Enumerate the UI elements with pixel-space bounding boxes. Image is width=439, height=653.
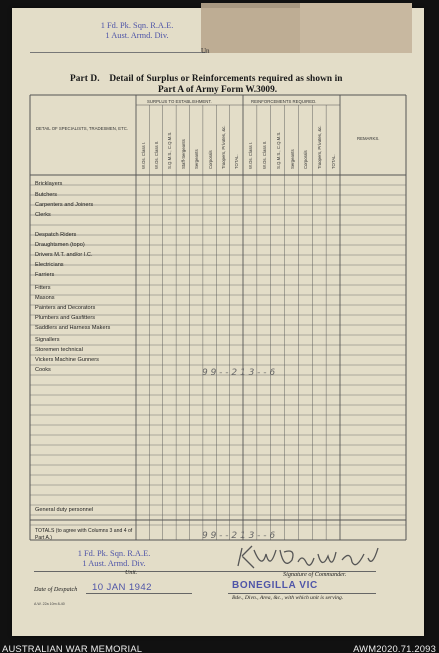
- trade-row-label: Electricians: [35, 262, 64, 268]
- surplus-header: SURPLUS TO ESTABLISHMENT.: [147, 99, 212, 104]
- unit-stamp-top: 1 Fd. Pk. Sqn. R.A.E. 1 Aust. Armd. Div.: [100, 21, 174, 40]
- trade-row-label: Drivers M.T. and/or I.C.: [35, 252, 93, 258]
- unit-line: [34, 571, 244, 572]
- handwritten-figures: 9 9 - - 2 1 3 - - 6: [202, 368, 276, 378]
- handwritten-totals: 9 9 - - 2 1 3 - - 6: [202, 531, 276, 541]
- remarks-header: REMARKS.: [357, 136, 380, 141]
- trade-row-label: Carpenters and Joiners: [35, 202, 94, 208]
- trade-row-label: Storemen technical: [35, 347, 83, 353]
- reinforcement-column-label: Sergeants: [289, 149, 295, 169]
- form-title-line2: Part A of Army Form W.3009.: [158, 85, 278, 95]
- surplus-column-label: S.Q.M.S., C.Q.M.S.: [167, 131, 173, 169]
- surplus-column-label: Troopers, Privates, &c.: [220, 125, 226, 169]
- reinforcement-column-label: W.Os. Class II.: [261, 140, 267, 169]
- trade-row-label: Draughtsmen (topo): [35, 242, 85, 248]
- trade-row-label: Despatch Riders: [35, 232, 77, 238]
- print-reference: A.W. 22a 10m 8-40: [34, 602, 65, 606]
- trade-row-label: Saddlers and Harness Makers: [35, 325, 111, 331]
- trade-row-label: Bricklayers: [35, 181, 63, 187]
- trade-row-label: Plumbers and Gasfitters: [35, 315, 96, 321]
- trade-row-label: Masons: [35, 295, 55, 301]
- archive-reference: AWM2020.71.2093: [353, 643, 436, 653]
- unit-label: Unit.: [125, 570, 138, 576]
- reinforcement-column-label: S.Q.M.S., C.Q.M.S.: [275, 131, 281, 169]
- detail-header: DETAIL OF SPECIALISTS, TRADESMEN, ETC.: [35, 126, 129, 131]
- surplus-column-label: Corporals: [207, 150, 213, 169]
- reinforcement-column-label: Corporals: [303, 150, 309, 169]
- form-title: Part D. Detail of Surplus or Reinforcements required as shown in: [70, 74, 343, 84]
- trade-row-label: Clerks: [35, 212, 51, 218]
- totals-label: TOTALS (to agree with Columns 3 and 4 of Part A.): [35, 528, 133, 541]
- date-line: [86, 593, 192, 594]
- commander-signature: [232, 540, 382, 574]
- trade-row-label: Fitters: [35, 285, 51, 291]
- trade-row-label: Vickers Machine Gunners: [35, 357, 99, 363]
- reinforcement-column-label: Troopers, Privates, &c.: [317, 125, 323, 169]
- reinforcement-column-label: W.Os. Class I.: [247, 141, 253, 169]
- surplus-column-label: Staff-Sergeants: [180, 139, 186, 169]
- trade-row-label: Butchers: [35, 192, 58, 198]
- archive-caption: AUSTRALIAN WAR MEMORIAL: [2, 643, 143, 653]
- surplus-column-label: W.Os. Class II.: [154, 140, 160, 169]
- signature-label: Signature of Commander.: [283, 571, 347, 578]
- formation-label: Bde., Divn., Area, &c., with which unit is serving.: [232, 595, 344, 601]
- trade-row-label: Farriers: [35, 272, 55, 278]
- trade-row-label: Cooks: [35, 367, 51, 373]
- reinforcement-column-label: TOTAL.: [331, 154, 337, 169]
- reinforcements-header: REINFORCEMENTS REQUIRED.: [251, 99, 317, 104]
- header-fragment: Un: [201, 47, 210, 55]
- general-duty-label: General duty personnel: [35, 507, 94, 513]
- location-stamp: BONEGILLA VIC: [232, 580, 318, 591]
- surplus-column-label: W.Os. Class I.: [140, 141, 146, 169]
- date-of-despatch-label: Date of Despatch: [34, 586, 78, 593]
- surplus-column-label: TOTAL.: [234, 154, 240, 169]
- trade-row-label: Signallers: [35, 337, 60, 343]
- location-line: [228, 593, 376, 594]
- surplus-column-label: Sergeants: [194, 149, 200, 169]
- date-stamp: 10 JAN 1942: [92, 582, 152, 593]
- trade-row-label: Painters and Decorators: [35, 305, 96, 311]
- unit-stamp-bottom: 1 Fd. Pk. Sqn. R.A.E. 1 Aust. Armd. Div.: [77, 549, 151, 568]
